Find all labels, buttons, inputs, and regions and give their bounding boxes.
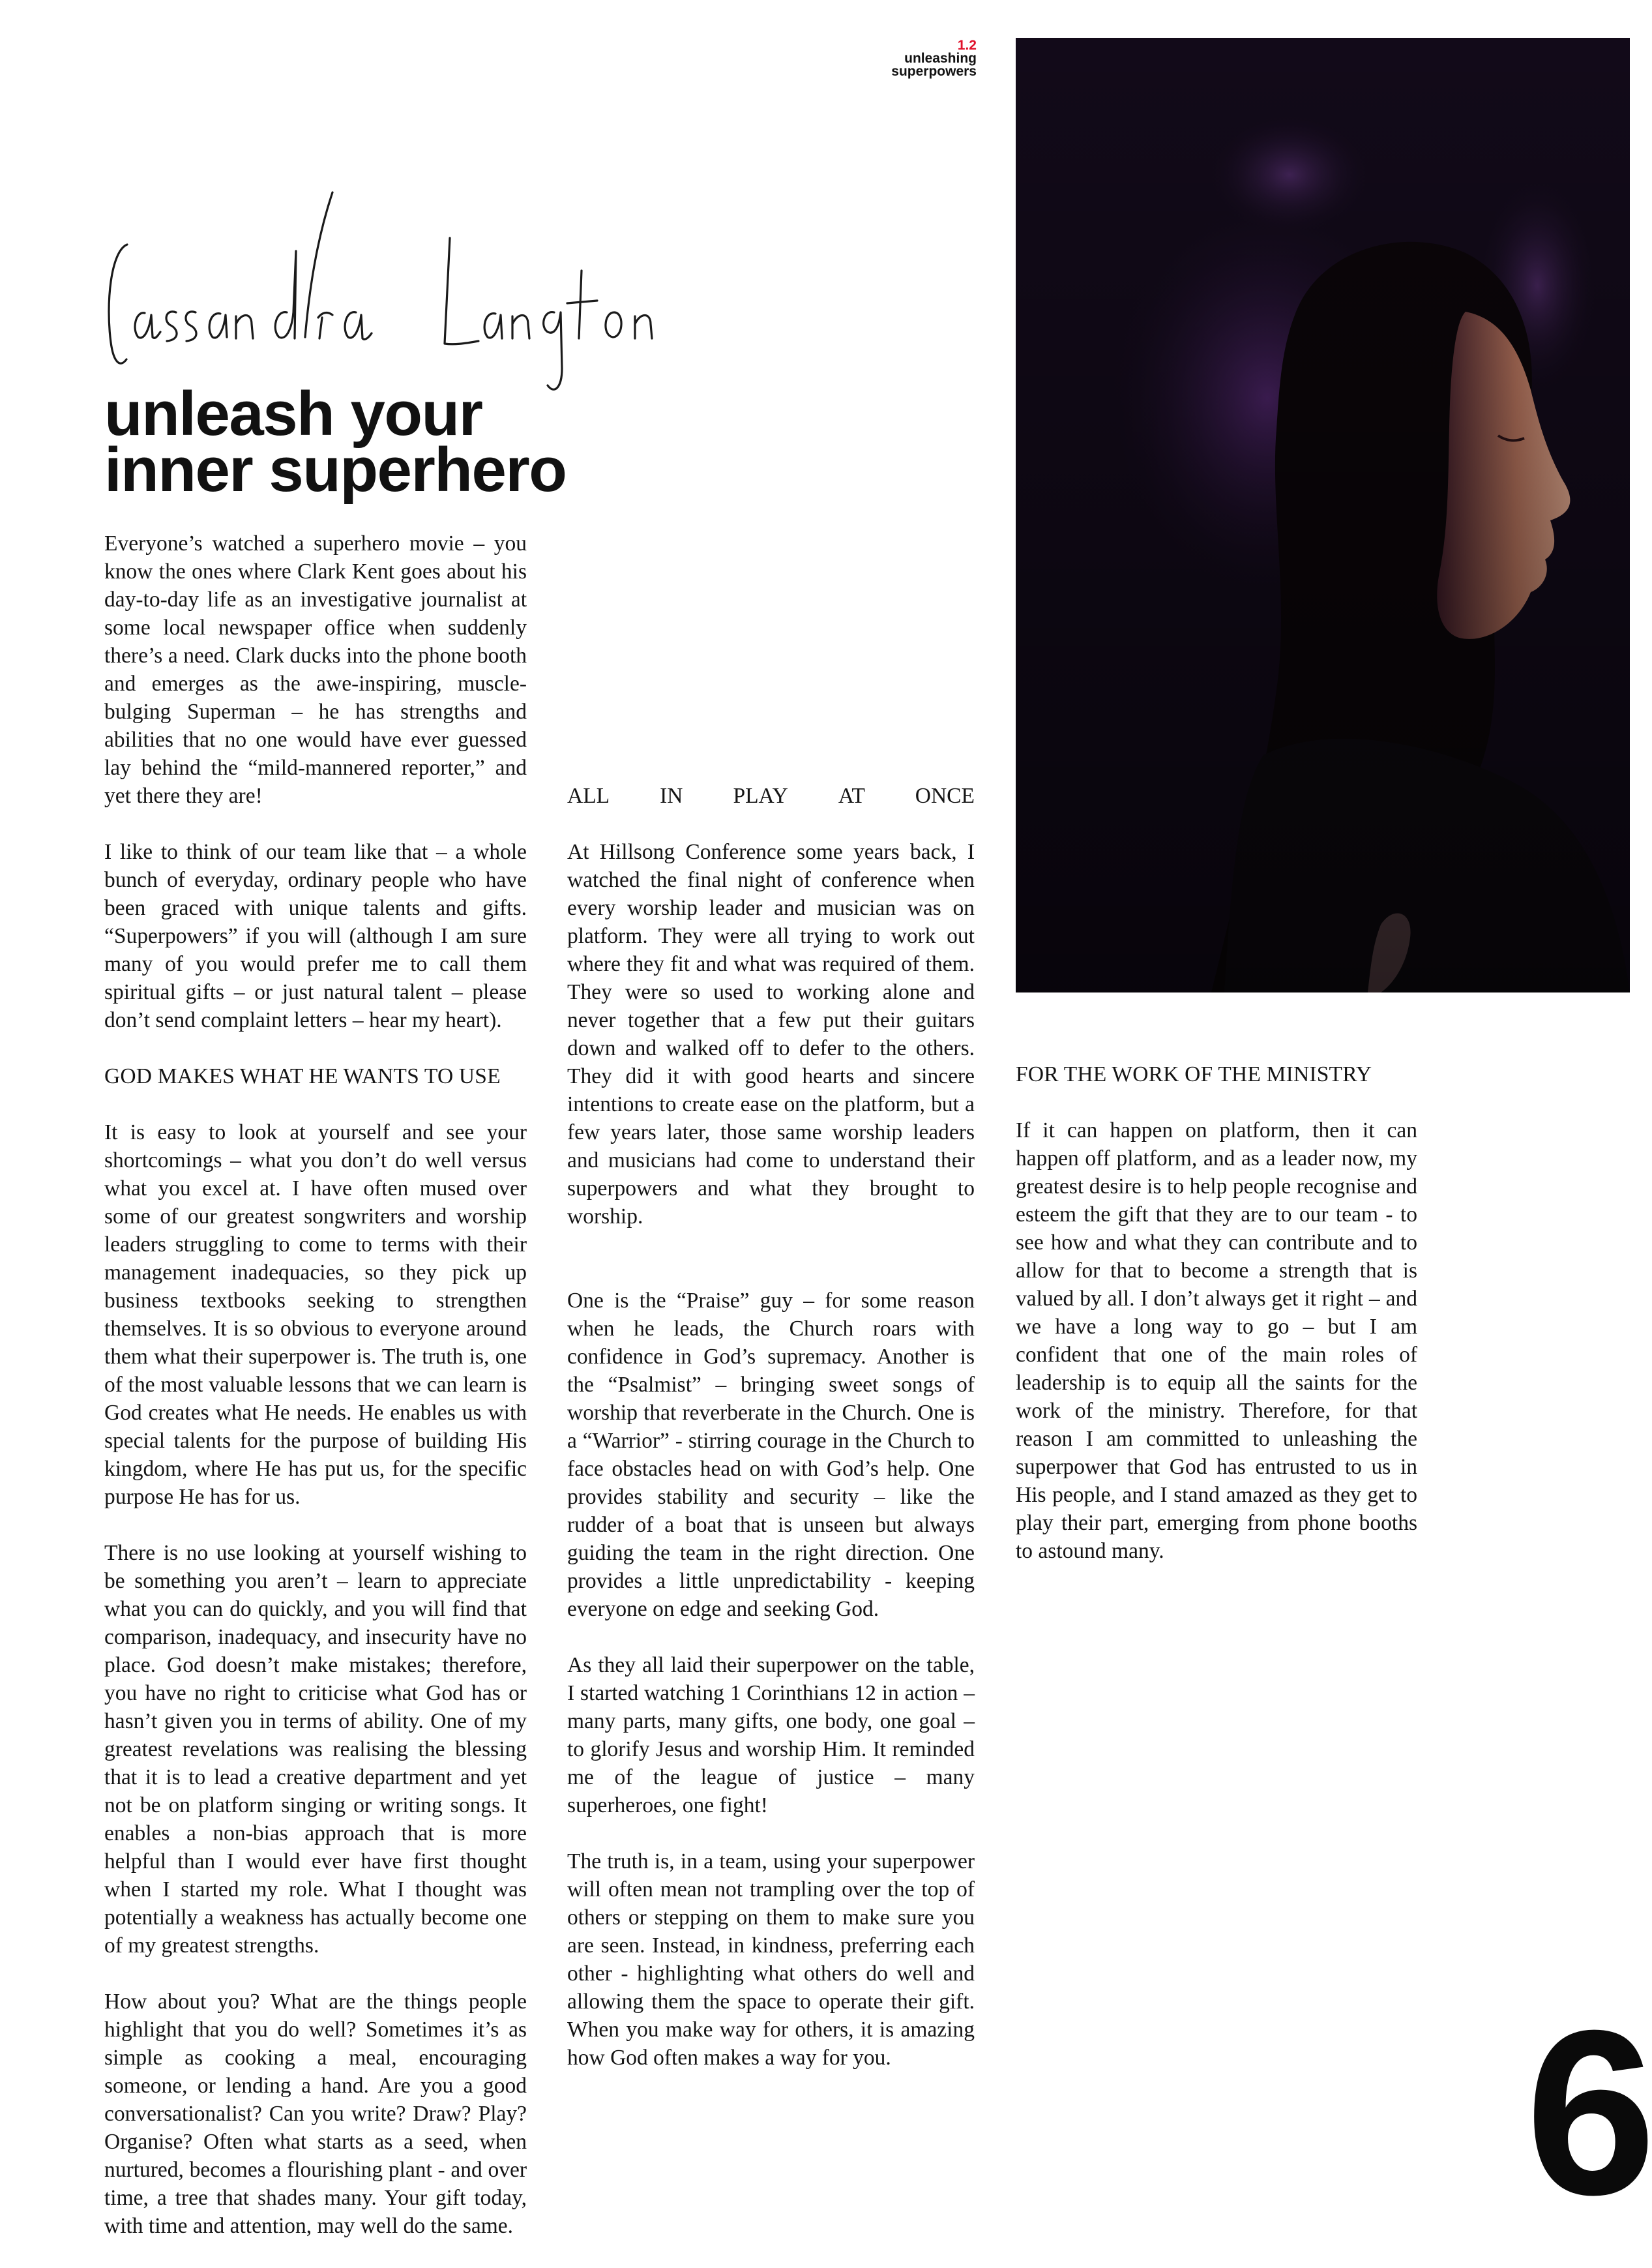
article-column-1	[104, 530, 527, 2268]
paragraph-9: The truth is, in a team, using your superpower will often mean not trampling over the top of others or stepping on them to make sure you are seen. Instead, in kindness, preferring each other - highlighting what others do well and allowing them the space to operate their gift. When you make way for others, it is amazing how God often makes a way for you.	[567, 1849, 975, 2070]
portrait-photo	[1016, 38, 1630, 992]
section-title-line2: superpowers	[891, 64, 977, 79]
article-column-3	[1016, 1060, 1417, 1593]
paragraph-2: I like to think of our team like that – a whole bunch of everyday, ordinary people who have been graced with unique talents and gifts. “Superpowers” if you will (although I am sure many of you would prefer me to call them spiritual gifts – or just natural talent – please don’t send complaint letters – hear my heart).	[104, 840, 527, 1032]
page-number: 6	[1526, 1982, 1652, 2244]
subheading-work-of-ministry: FOR THE WORK OF THE MINISTRY	[1016, 1062, 1372, 1086]
subheading-word: ALL	[567, 784, 610, 808]
paragraph-4: There is no use looking at yourself wishing to be something you aren’t – learn to appreciate what you can do quickly, and you will find that comparison, inadequacy, and insecurity have no place. God doesn’t make mistakes; therefore, you have no right to criticise what God has or hasn’t given you in terms of ability. One of my greatest revelations was realising the blessing that it is to lead a creative department and yet not be on platform singing or writing songs. It enables a non-bias approach that is more helpful than I would ever have first thought when I started my role. What I thought was potentially a weakness has actually become one of my greatest strengths.	[104, 1541, 527, 1958]
section-title-line1: unleashing	[904, 51, 977, 66]
subheading-word: ONCE	[915, 784, 975, 808]
paragraph-8: As they all laid their superpower on the table, I started watching 1 Corinthians 12 in action – many parts, many gifts, one body, one goal – to glorify Jesus and worship Him. It reminded me of the league of justice – many superheroes, one fight!	[567, 1653, 975, 1817]
subheading-god-makes: GOD MAKES WHAT HE WANTS TO USE	[104, 1064, 501, 1088]
paragraph-7: One is the “Praise” guy – for some reason when he leads, the Church roars with confidence in God’s supremacy. Another is the “Psalmist” – bringing sweet songs of worship that reverberate in the Church. One is a “Warrior” - stirring courage in the Church to face obstacles head on with God’s help. One provides stability and security – like the rudder of a boat that is unseen but always guiding the team in the right direction. One provides a little unpredictability - keeping everyone on edge and seeking God.	[567, 1289, 975, 1621]
section-number: 1.2	[957, 38, 977, 53]
subheading-all-in-play	[567, 782, 975, 810]
article-column-2	[567, 530, 975, 2100]
section-tag	[891, 39, 977, 78]
paragraph-3: It is easy to look at yourself and see your shortcomings – what you don’t do well versus what you excel at. I have often mused over some of our greatest songwriters and worship leaders struggling to come to terms with their management inadequacies, so they pick up business textbooks seeking to strengthen themselves. It is so obvious to everyone around them what their superpower is. The truth is, one of the most valuable lessons that we can learn is God creates what He needs. He enables us with special talents for the purpose of building His kingdom, where He has put us, for the specific purpose He has for us.	[104, 1120, 527, 1509]
headline-line1: unleash your	[104, 379, 482, 449]
paragraph-6: At Hillsong Conference some years back, I watched the final night of conference when every worship leader and musician was on platform. They were all trying to work out where they fit and what was required of them. They were so used to working alone and never together that a few put their guitars down and walked off to defer to the others. They did it with good hearts and sincere intentions to create ease on the platform, but a few years later, those same worship leaders and musicians had come to understand their superpowers and what they brought to worship.	[567, 840, 975, 1229]
paragraph-5: How about you? What are the things people highlight that you do well? Sometimes it’s as simple as cooking a meal, encouraging someone, or lending a hand. Are you a good conversationalist? Can you write? Draw? Play? Organise? Often what starts as a seed, when nurtured, becomes a flourishing plant - and over time, a tree that shades many. Your gift today, with time and attention, may well do the same.	[104, 1990, 527, 2238]
author-signature	[98, 173, 665, 408]
paragraph-10: If it can happen on platform, then it can happen off platform, and as a leader now, my greatest desire is to help people recognise and esteem the gift that they are to our team - to see how and what they can contribute and to allow for that to become a strength that is valued by all. I don’t always get it right – and we have a long way to go – but I am confident that one of the main roles of leadership is to equip all the saints for the work of the ministry. Therefore, for that reason I am committed to unleashing the superpower that God has entrusted to us in His people, and I stand amazed as they get to play their part, emerging from phone booths to astound many.	[1016, 1118, 1417, 1563]
subheading-word: PLAY	[733, 784, 788, 808]
headline	[104, 379, 567, 505]
subheading-word: IN	[660, 784, 683, 808]
paragraph-1: Everyone’s watched a superhero movie – you know the ones where Clark Kent goes about his day-to-day life as an investigative journalist at some local newspaper office when suddenly there’s a need. Clark ducks into the phone booth and emerges as the awe-inspiring, muscle-bulging Superman – he has strengths and abilities that no one would have ever guessed lay behind the “mild-mannered reporter,” and yet there they are!	[104, 531, 527, 808]
subheading-word: AT	[838, 784, 865, 808]
headline-line2: inner superhero	[104, 435, 567, 505]
